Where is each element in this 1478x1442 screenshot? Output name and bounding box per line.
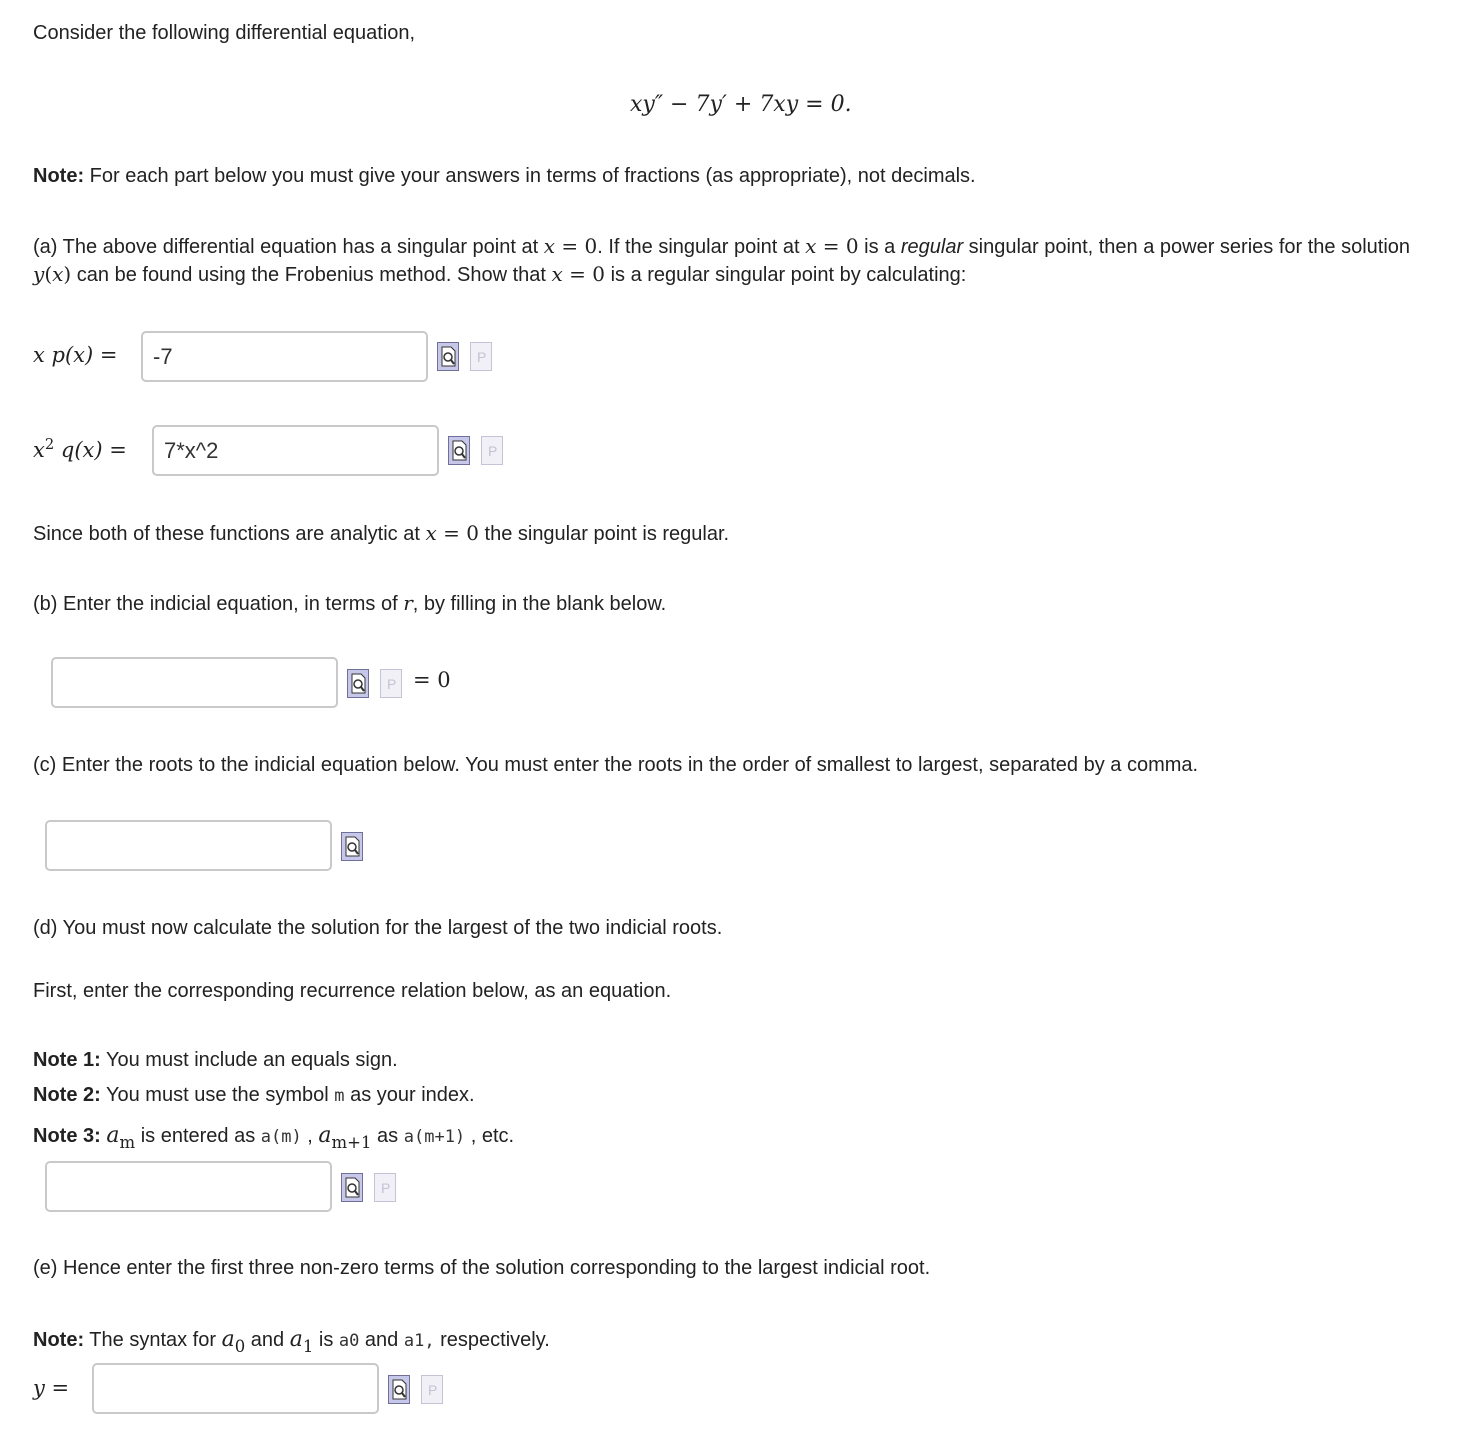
x2q-input[interactable] [152,425,439,476]
preview-magnifier-icon[interactable] [388,1375,410,1404]
preview-magnifier-icon[interactable] [448,436,470,465]
intro-text: Consider the following differential equation, [33,22,416,44]
preview-magnifier-icon[interactable] [341,832,363,861]
preview-magnifier-icon[interactable] [341,1173,363,1202]
pg-help-doc-icon[interactable]: P [421,1375,443,1404]
part-a-text-line1: (a) The above differential equation has a singular point at x = 0. If the singular point at x = 0 is a regular singular point, then a power series for the solution [33,234,1411,258]
equals-zero: = 0 [413,668,451,692]
analytic-statement: Since both of these functions are analytic at x = 0 the singular point is regular. [33,521,730,545]
xp-input[interactable] [141,331,428,382]
y-label: y = [33,1376,70,1400]
pg-help-doc-icon[interactable]: P [374,1173,396,1202]
note-2: Note 2: You must use the symbol m as your index. [33,1084,475,1106]
x2q-label: $x^2$ q(x) = [33,436,127,463]
indicial-roots-input[interactable] [45,820,332,871]
differential-equation: xy″ − 7y′ + 7xy = 0. [630,92,852,117]
preview-magnifier-icon[interactable] [347,669,369,698]
pg-help-doc-icon[interactable]: P [470,342,492,371]
part-e-text: (e) Hence enter the first three non-zero terms of the solution corresponding to the largest indicial root. [33,1257,931,1279]
xp-label: x p(x) = [33,343,118,367]
solution-input[interactable] [92,1363,379,1414]
fraction-note: Note: For each part below you must give your answers in terms of fractions (as appropriate), not decimals. [33,165,976,187]
recurrence-instruction: First, enter the corresponding recurrence relation below, as an equation. [33,980,672,1002]
note-3: Note 3: $a_m$ is entered as a(m) , $a_{m+1}$ as a(m+1) , etc. [33,1123,515,1152]
part-b-text: (b) Enter the indicial equation, in terms of r, by filling in the blank below. [33,591,667,615]
part-d-text: (d) You must now calculate the solution for the largest of the two indicial roots. [33,917,723,939]
indicial-equation-input[interactable] [51,657,338,708]
pg-help-doc-icon[interactable]: P [380,669,402,698]
pg-help-doc-icon[interactable]: P [481,436,503,465]
preview-magnifier-icon[interactable] [437,342,459,371]
note-1: Note 1: You must include an equals sign. [33,1049,398,1071]
recurrence-relation-input[interactable] [45,1161,332,1212]
part-c-text: (c) Enter the roots to the indicial equation below. You must enter the roots in the order of smallest to largest, separated by a comma. [33,754,1199,776]
syntax-note: Note: The syntax for $a_0$ and $a_1$ is a0 and a1, respectively. [33,1327,550,1356]
part-a-text-line2: y(x) can be found using the Frobenius method. Show that x = 0 is a regular singular point by calculating: [33,262,967,286]
